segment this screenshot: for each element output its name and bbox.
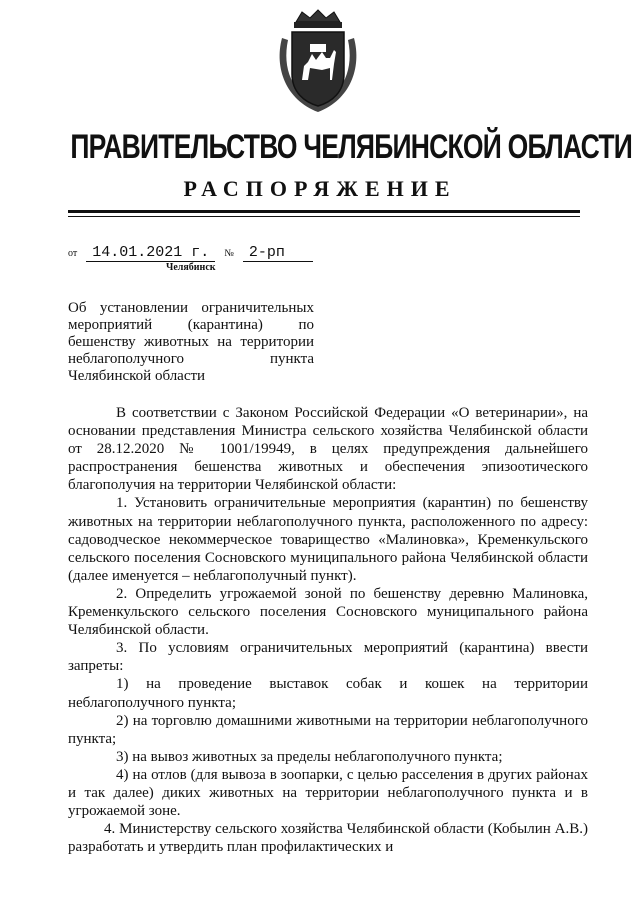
paragraph-3-item-4: 4) на отлов (для вывоза в зоопарки, с целью расселения в других районах и так далее) диких животных на территории неблагополучного пункта и в угрожаемой зоне. xyxy=(68,766,588,820)
city-label: Челябинск xyxy=(166,262,216,273)
paragraph-3-item-3: 3) на вывоз животных за пределы неблагополучного пункта; xyxy=(116,748,503,765)
document-subject: Об установлении ограничительных мероприятий (карантина) по бешенству животных на территории неблагополучного пункта Челябинской области xyxy=(68,300,314,384)
document-date: 14.01.2021 г. xyxy=(86,244,215,262)
paragraph-3: 3. По условиям ограничительных мероприятий (карантина) ввести запреты: xyxy=(68,640,588,675)
paragraph-4: 4. Министерству сельского хозяйства Челябинской области (Кобылин А.В.) разработать и утвердить план профилактических и xyxy=(68,821,588,856)
document-number: 2-рп xyxy=(243,244,313,262)
paragraph-2: 2. Определить угрожаемой зоной по бешенству деревню Малиновка, Кременкульского сельского поселения Сосновского муниципального района Челябинской области. xyxy=(68,585,588,639)
paragraph-3-item-1: 1) на проведение выставок собак и кошек на территории неблагополучного пункта; xyxy=(68,676,588,711)
chelyabinsk-coat-of-arms-icon xyxy=(272,8,364,114)
paragraph-3-item-2: 2) на торговлю домашними животными на территории неблагополучного пункта; xyxy=(68,712,588,747)
government-title: ПРАВИТЕЛЬСТВО ЧЕЛЯБИНСКОЙ ОБЛАСТИ xyxy=(70,128,633,166)
document-type: РАСПОРЯЖЕНИЕ xyxy=(183,176,457,201)
header-divider-thick xyxy=(68,210,580,213)
number-label: № xyxy=(224,248,234,259)
paragraph-1: 1. Установить ограничительные мероприятия (карантин) по бешенству животных на территории неблагополучного пункта, расположенного по адресу: садоводческое некоммерческое товарищество «Малиновка», Кременкульского сельского поселения Сосновского муниципального района Челябинской области (далее именуется – неблагополучный пункт). xyxy=(68,495,588,584)
from-label: от xyxy=(68,248,78,259)
header-divider-thin xyxy=(68,216,580,217)
date-number-line xyxy=(68,244,313,261)
document-body xyxy=(68,404,588,856)
preamble-paragraph: В соответствии с Законом Российской Федерации «О ветеринарии», на основании представления Министра сельского хозяйства Челябинской области от 28.12.2020 № 1001/19949, в целях предупреждения дальнейшего распространения бешенства животных и обеспечения эпизоотического благополучия на территории Челябинской области: xyxy=(68,405,588,494)
